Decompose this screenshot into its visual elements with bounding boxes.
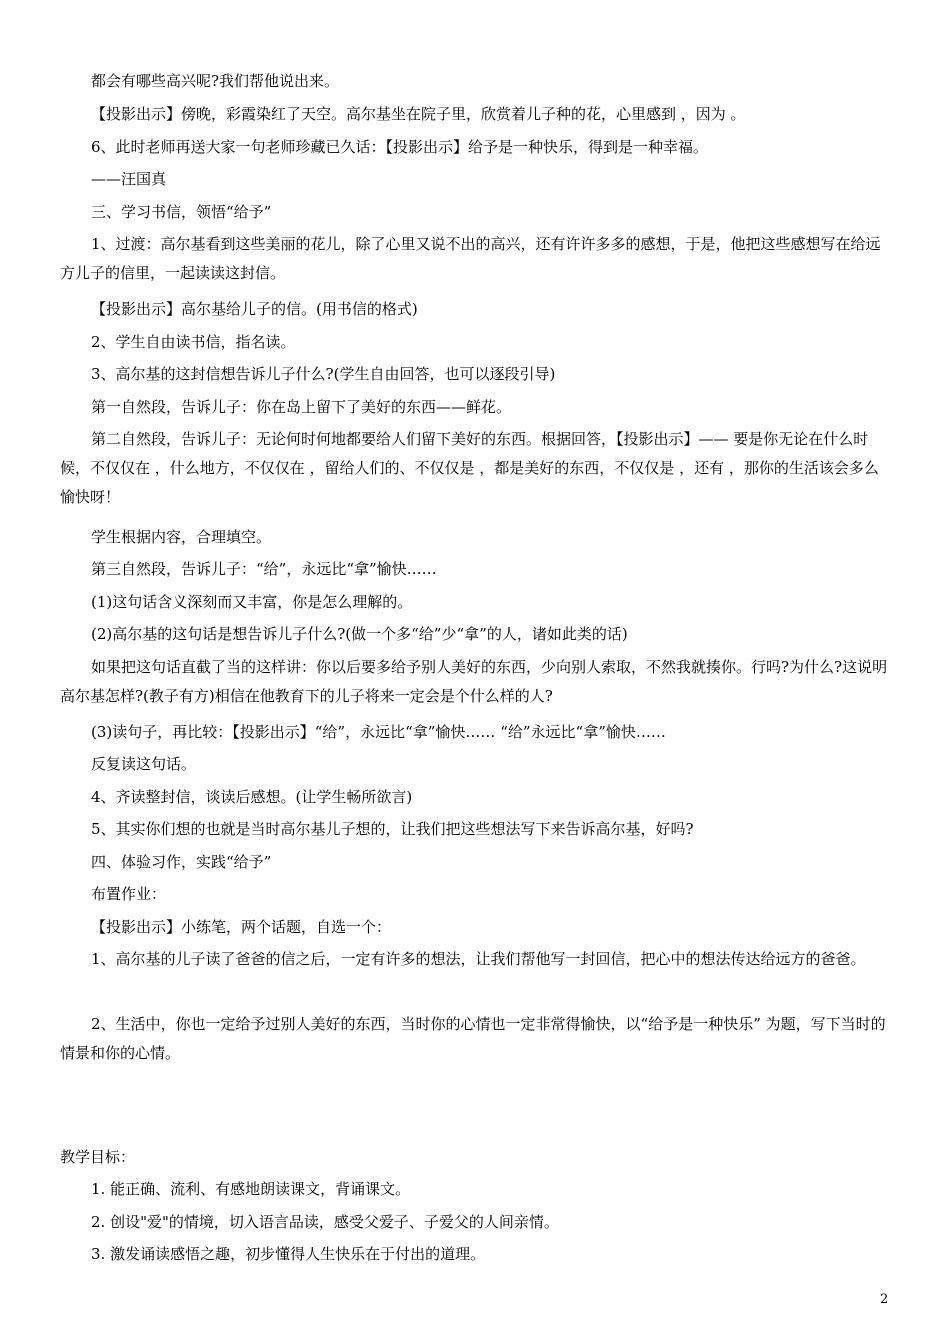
section-heading: 教学目标： xyxy=(60,1148,136,1166)
paragraph: 如果把这句话直截了当的这样讲：你以后要多给予别人美好的东西，少向别人索取，不然我就揍你。行吗?为什么?这说明高尔基怎样?(教子有方)相信在他教育下的儿子将来一定会是个什么样的人? xyxy=(60,658,888,705)
paragraph: 4、齐读整封信，谈读后感想。(让学生畅所欲言) xyxy=(91,788,413,806)
section-heading: 三、学习书信，领悟“给予” xyxy=(91,203,272,221)
paragraph: 学生根据内容，合理填空。 xyxy=(91,528,272,546)
paragraph: 【投影出示】高尔基给儿子的信。(用书信的格式) xyxy=(91,300,418,318)
paragraph: 5、其实你们想的也就是当时高尔基儿子想的，让我们把这些想法写下来告诉高尔基，好吗? xyxy=(91,820,694,838)
paragraph: 第二自然段，告诉儿子：无论何时何地都要给人们留下美好的东西。根据回答，【投影出示】—— 要是你无论在什么时候，不仅仅在 ，什么地方，不仅仅在 ，留给人们的、不仅仅是 ，都是美好的东西，不仅仅是 ，还有 ，那你的生活该会多么愉快呀！ xyxy=(60,430,879,506)
page-number: 2 xyxy=(880,1292,889,1307)
paragraph: 第一自然段，告诉儿子：你在岛上留下了美好的东西——鲜花。 xyxy=(91,398,512,416)
section-heading: 四、体验习作，实践“给予” xyxy=(91,853,272,871)
paragraph: 2、学生自由读书信，指名读。 xyxy=(91,333,296,351)
list-item: 3. 激发诵读感悟之趣，初步懂得人生快乐在于付出的道理。 xyxy=(91,1245,486,1263)
list-item: 1. 能正确、流利、有感地朗读课文，背诵课文。 xyxy=(91,1180,411,1198)
paragraph: 6、此时老师再送大家一句老师珍藏已久话：【投影出示】给予是一种快乐，得到是一种幸福。 xyxy=(91,138,709,156)
list-item: 2. 创设"爱"的情境，切入语言品读，感受父爱子、子爱父的人间亲情。 xyxy=(91,1213,559,1231)
paragraph: 都会有哪些高兴呢?我们帮他说出来。 xyxy=(91,72,340,90)
paragraph: (1)这句话含义深刻而又丰富，你是怎么理解的。 xyxy=(91,593,413,611)
paragraph: (3)读句子，再比较：【投影出示】“给”，永远比“拿”愉快…… “给”永远比“拿”愉快…… xyxy=(91,723,666,741)
paragraph: 1、高尔基的儿子读了爸爸的信之后，一定有许多的想法，让我们帮他写一封回信，把心中的想法传达给远方的爸爸。 xyxy=(91,950,866,968)
paragraph: 2、生活中，你也一定给予过别人美好的东西，当时你的心情也一定非常得愉快，以“给予是一种快乐” 为题，写下当时的情景和你的心情。 xyxy=(60,1015,886,1062)
paragraph: (2)高尔基的这句话是想告诉儿子什么?(做一个多“给”少“拿”的人，诸如此类的话) xyxy=(91,625,628,643)
paragraph: 【投影出示】傍晚，彩霞染红了天空。高尔基坐在院子里，欣赏着儿子种的花，心里感到 ，因为 。 xyxy=(91,105,746,123)
paragraph: 第三自然段，告诉儿子：“给”，永远比“拿”愉快…… xyxy=(91,560,437,578)
paragraph: 3、高尔基的这封信想告诉儿子什么?(学生自由回答，也可以逐段引导) xyxy=(91,365,556,383)
paragraph: 1、过渡：高尔基看到这些美丽的花儿，除了心里又说不出的高兴，还有许许多多的感想，于是，他把这些感想写在给远方儿子的信里，一起读读这封信。 xyxy=(60,235,881,282)
paragraph: 【投影出示】小练笔，两个话题，自选一个： xyxy=(91,918,392,936)
paragraph: 反复读这句话。 xyxy=(91,755,197,773)
paragraph: ——汪国真 xyxy=(91,170,167,188)
paragraph: 布置作业： xyxy=(91,885,167,903)
